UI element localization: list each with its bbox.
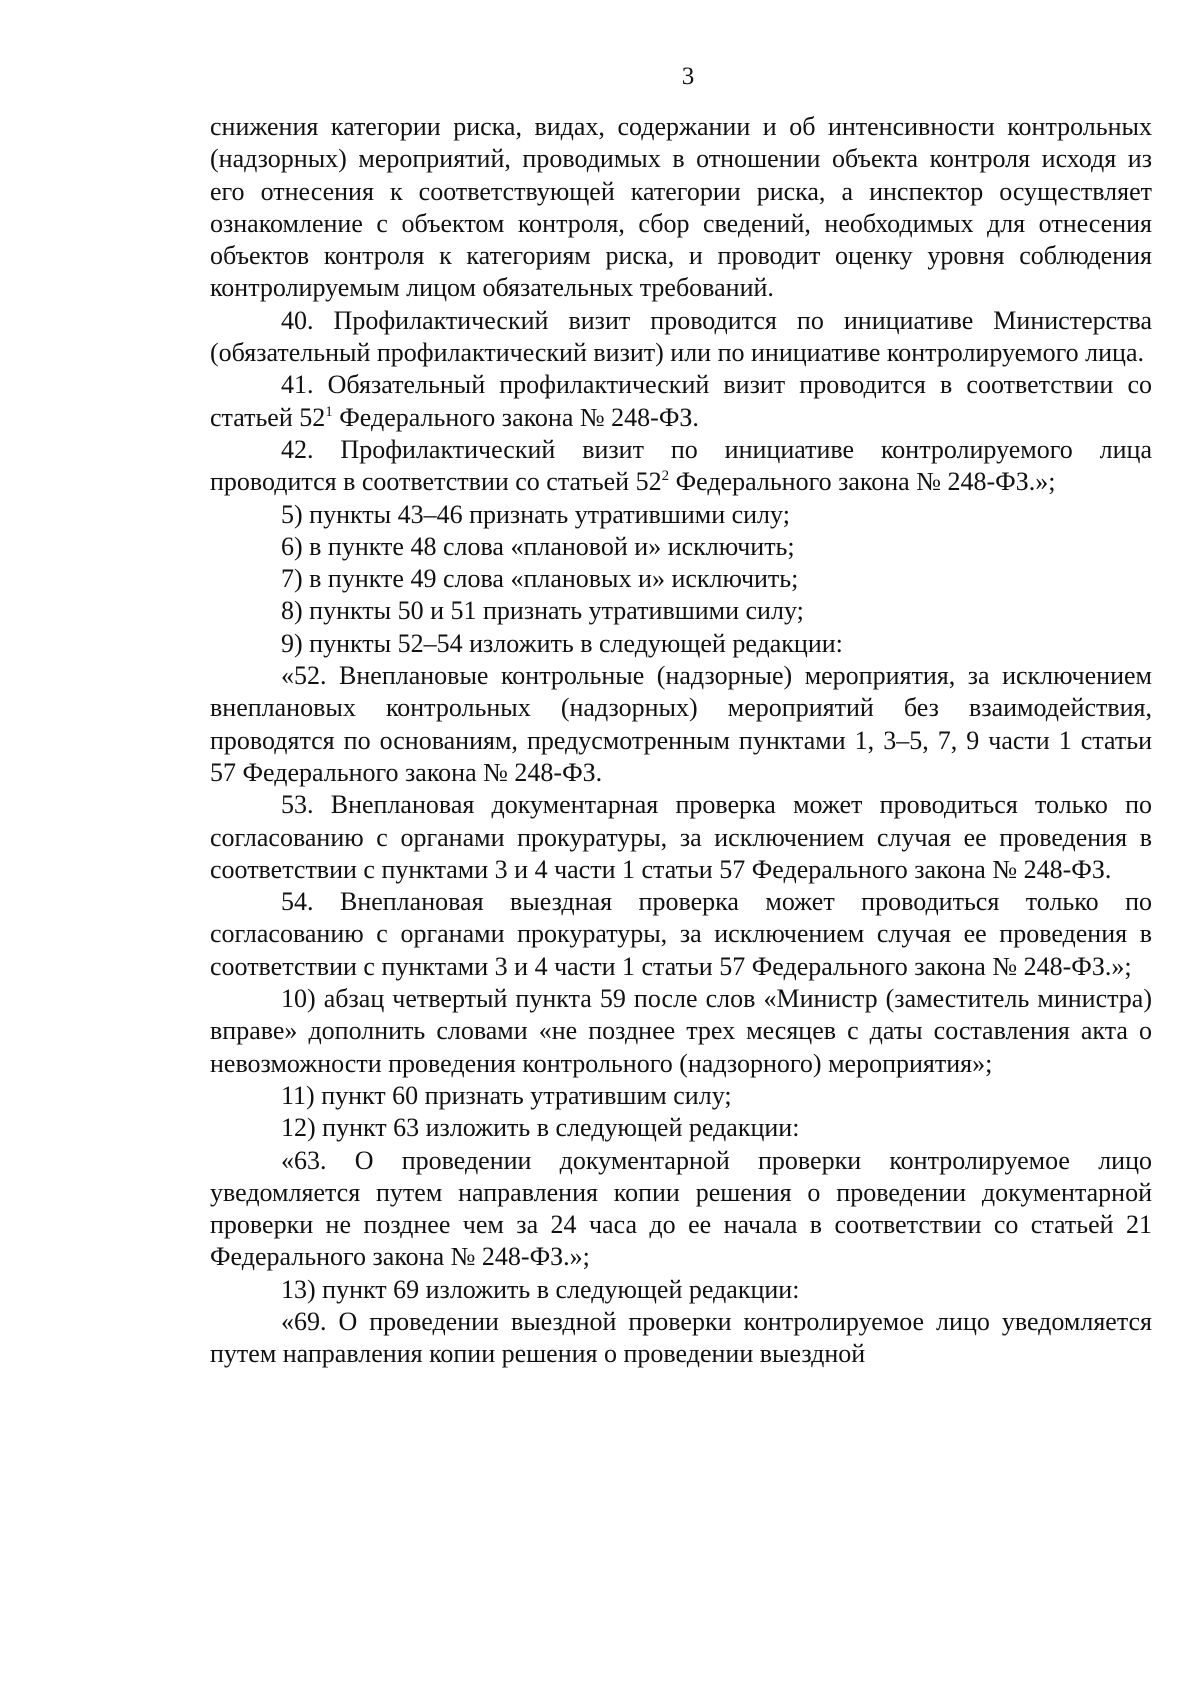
paragraph-41-text-end: Федерального закона № 248-ФЗ. (332, 402, 699, 432)
paragraph-53: 53. Внеплановая документарная проверка может проводиться только по согласованию с органами прокуратуры, за исключением случая ее проведения в соответствии с пунктами 3 и 4 части 1 статьи 57 Федерального закона № 248-ФЗ. (210, 790, 1152, 884)
document-body (210, 111, 1152, 1371)
amendment-item-12: 12) пункт 63 изложить в следующей редакции: (281, 1113, 800, 1143)
amendment-item-13: 13) пункт 69 изложить в следующей редакции: (281, 1274, 800, 1304)
amendment-item-11: 11) пункт 60 признать утратившим силу; (281, 1080, 732, 1110)
paragraph-42 (210, 434, 1152, 499)
paragraph-69: «69. О проведении выездной проверки контролируемое лицо уведомляется путем направления копии решения о проведении выездной (210, 1306, 1152, 1369)
amendment-item-8: 8) пункты 50 и 51 признать утратившими силу; (281, 596, 804, 626)
paragraph-63: «63. О проведении документарной проверки контролируемое лицо уведомляется путем направления копии решения о проведении документарной проверки не позднее чем за 24 часа до ее начала в соответствии со статьей 21 Федерального закона № 248-ФЗ.»; (210, 1145, 1152, 1272)
paragraph-52: «52. Внеплановые контрольные (надзорные) мероприятия, за исключением внеплановых контрольных (надзорных) мероприятий без взаимодействия, проводятся по основаниям, предусмотренным пунктами 1, 3–5, 7, 9 части 1 статьи 57 Федерального закона № 248-ФЗ. (210, 661, 1152, 787)
amendment-item-5: 5) пункты 43–46 признать утратившими силу; (281, 499, 790, 529)
paragraph-54: 54. Внеплановая выездная проверка может проводиться только по согласованию с органами прокуратуры, за исключением случая ее проведения в соответствии с пунктами 3 и 4 части 1 статьи 57 Федерального закона № 248-ФЗ.»; (210, 887, 1152, 981)
paragraph-42-text: 42. Профилактический визит по инициативе контролируемого лица проводится в соответствии со статьей 52 (210, 434, 1152, 497)
paragraph-41 (210, 369, 1152, 434)
page-number: 3 (681, 63, 695, 90)
superscript-2: 2 (661, 468, 670, 485)
superscript-1: 1 (325, 403, 333, 420)
paragraph-40: 40. Профилактический визит проводится по инициативе Министерства (обязательный профилактический визит) или по инициативе контролируемого лица. (210, 305, 1152, 368)
amendment-item-9: 9) пункты 52–54 изложить в следующей редакции: (281, 628, 843, 658)
amendment-item-10: 10) абзац четвертый пункта 59 после слов «Министр (заместитель министра) вправе» дополнить словами «не позднее трех месяцев с даты составления акта о невозможности проведения контрольного (надзорного) мероприятия»; (210, 984, 1152, 1078)
amendment-item-7: 7) в пункте 49 слова «плановых и» исключить; (281, 564, 799, 594)
paragraph-42-text-end: Федерального закона № 248-ФЗ.»; (669, 467, 1056, 497)
paragraph-41-text: 41. Обязательный профилактический визит проводится в соответствии со статьей 52 (210, 370, 1152, 432)
paragraph-continuation: снижения категории риска, видах, содержании и об интенсивности контрольных (надзорных) мероприятий, проводимых в отношении объекта контроля исходя из его отнесения к соответствующей категории риска, а инспектор осуществляет ознакомление с объектом контроля, сбор сведений, необходимых для отнесения объектов контроля к категориям риска, и проводит оценку уровня соблюдения контролируемым лицом обязательных требований. (210, 112, 1152, 303)
amendment-item-6: 6) в пункте 48 слова «плановой и» исключить; (281, 531, 795, 561)
